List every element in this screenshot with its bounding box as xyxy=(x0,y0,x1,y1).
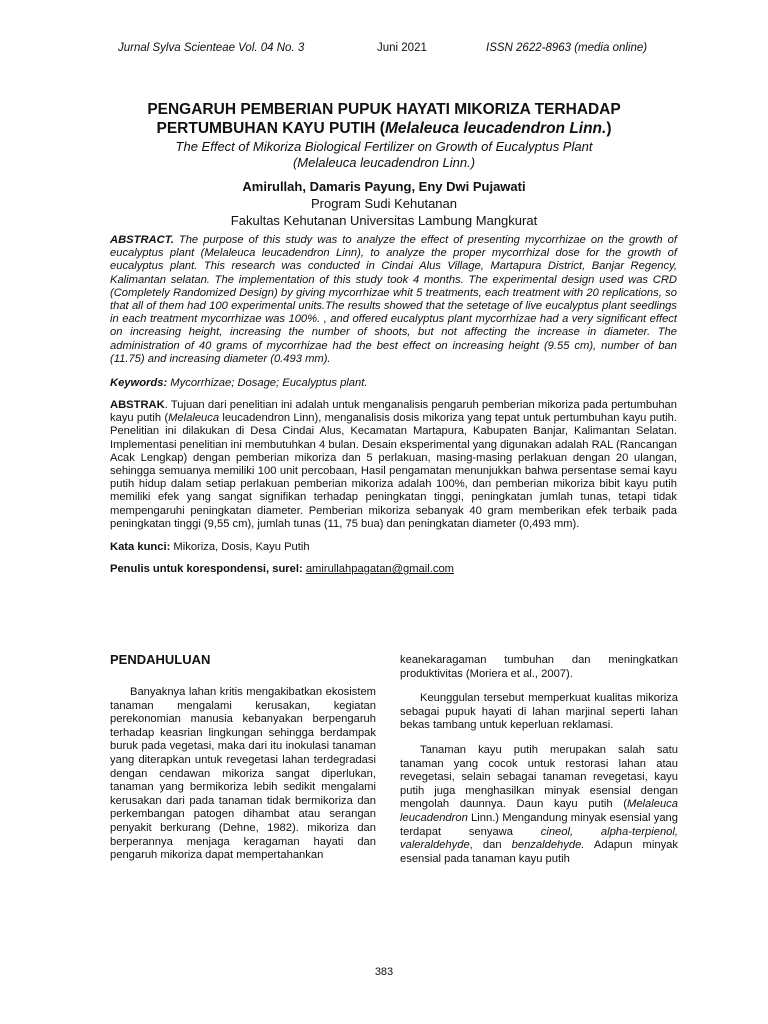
right-p3-species: Melaleuca leucadendron xyxy=(400,798,678,824)
right-p3-text-b: Linn.) Mengandung minyak esensial yang terdapat senyawa xyxy=(400,811,678,838)
right-paragraph-2: Keunggulan tersebut memperkuat kualitas mikoriza sebagai pupuk hayati di lahan marjinal seperti lahan bekas tambang untuk keperluan reklamasi. xyxy=(400,692,678,732)
right-p3-compounds: cineol, alpha-terpienol, valeraldehyde xyxy=(400,825,678,852)
abstract-english-label: ABSTRACT. xyxy=(110,234,174,246)
correspondence-email-link[interactable]: amirullahpagatan@gmail.com xyxy=(305,563,454,576)
abstract-indonesian-italic: Melaleuca xyxy=(168,412,220,425)
abstract-block xyxy=(110,234,677,576)
correspondence xyxy=(110,562,677,576)
keywords-indonesian xyxy=(110,540,677,554)
keywords-english-text: Mycorrhizae; Dosage; Eucalyptus plant. xyxy=(167,377,368,390)
running-header xyxy=(0,42,768,58)
affiliation-program: Program Sudi Kehutanan xyxy=(311,196,457,211)
title-line-2-end: ) xyxy=(606,120,612,137)
issn: ISSN 2622-8963 (media online) xyxy=(486,42,648,54)
right-column xyxy=(400,654,678,877)
keywords-english-label: Keywords: xyxy=(110,377,168,390)
right-p3-text-a: Tanaman kayu putih merupakan salah satu tanaman yang cocok untuk restorasi lahan atau revegetasi, selain sebagai tanaman revegetasi, kayu putih juga menghasilkan minyak esensial dengan mengolah daunnya. Daun kayu putih ( xyxy=(400,743,678,811)
correspondence-label: Penulis untuk korespondensi, surel: xyxy=(110,563,303,576)
abstract-indonesian-text-a: . Tujuan dari penelitian ini adalah untuk menganalisis pengaruh pemberian mikoriza pada pertumbuhan kayu putih ( xyxy=(110,399,677,425)
right-paragraph-continuation: keanekaragaman tumbuhan dan meningkatkan produktivitas (Moriera et al., 2007). xyxy=(400,654,678,680)
authors: Amirullah, Damaris Payung, Eny Dwi Pujawati xyxy=(242,179,526,194)
abstract-english xyxy=(110,234,677,366)
right-p3-text-c: , dan xyxy=(469,839,512,852)
journal-name: Jurnal Sylva Scienteae Vol. 04 No. 3 xyxy=(118,42,305,54)
title-species: Melaleuca leucadendron Linn. xyxy=(384,120,607,137)
page-number: 383 xyxy=(374,966,394,978)
title-english-line-1: The Effect of Mikoriza Biological Fertilizer on Growth of Eucalyptus Plant xyxy=(175,139,593,154)
keywords-english xyxy=(110,376,677,390)
issue-date: Juni 2021 xyxy=(377,42,427,54)
left-column xyxy=(110,652,376,874)
title-line-2 xyxy=(100,119,668,138)
abstract-indonesian-label: ABSTRAK xyxy=(110,399,165,412)
abstract-english-text: The purpose of this study was to analyze the effect of presenting mycorrhizae on the growth of eucalyptus plant (Melaleuca leucadendron Linn), to analyze the proper mycorrhizal dose for the growth of eucalyptus plant. This research was conducted in Cindai Alus Village, Martapura District, Banjar Regency, Kalimantan selatan. The implementation of this study took 4 months. The experimental design used was CRD (Completely Randomized Design) by giving mycorrhizae whit 5 treatments, each treatment with 20 replications, so that all of them had 100 experimental units.The results showed that the setetage of live eucalyptus plant seedlings in each treatment mycorrhizae was 100%. , and offered eucalyptus plant mycorrhizae had a very significant effect on increasing height, increasing the number of shoots, but not affecting the increase in diameter. The administration of 40 grams of mycorrhizae had the best effect on increasing height (9.55 cm), number of ban (11.75) and increasing diameter (0.493 mm). xyxy=(110,234,677,365)
title-line-1: PENGARUH PEMBERIAN PUPUK HAYATI MIKORIZA TERHADAP xyxy=(147,101,621,118)
right-p3-text-d: Adapun minyak esensial pada tanaman kayu putih xyxy=(400,839,678,865)
title-indonesian xyxy=(100,100,668,138)
abstract-indonesian xyxy=(110,399,677,531)
section-heading-pendahuluan: PENDAHULUAN xyxy=(110,652,211,667)
title-block xyxy=(100,100,668,229)
intro-paragraph-1: Banyaknya lahan kritis mengakibatkan ekosistem tanaman mengalami kerusakan, kegiatan perekonomian manusia kebanyakan berpengaruh terhadap keasrian lingkungan sehingga berdampak buruk pada vegetasi, maka dari itu inokulasi tanaman yang diterapkan untuk revegetasi lahan terdegradasi dengan cendawan mikoriza sangat diperlukan, tanaman yang bermikoriza lebih sedikit mengalami kerusakan dari pada tanaman tidak bermikoriza dan perkembangan patogen dihambat atau serangan penyakit berkurang (Dehne, 1982). mikoriza dan berperannya menjaga keragaman hayati dan pengaruh mikoriza dapat mempertahankan xyxy=(110,686,376,862)
affiliation-faculty: Fakultas Kehutanan Universitas Lambung Mangkurat xyxy=(230,213,538,228)
keywords-indonesian-label: Kata kunci: xyxy=(110,541,171,554)
right-p3-benzaldehyde: benzaldehyde. xyxy=(511,839,585,852)
title-english xyxy=(100,139,668,171)
right-paragraph-3 xyxy=(400,744,678,866)
abstract-indonesian-text-b: leucadendron Linn), menganalisis dosis mikoriza yang tepat untuk pertumbuhan kayu putih. Penelitian ini dilakukan di Desa Cindai Alus, Kecamatan Martapura, Kabupaten Banjar, Kalimantan Selatan. Implementasi penelitian ini membutuhkan 4 bulan. Desain eksperimental yang digunakan adalah RAL (Rancangan Acak Lengkap) dengan pemberian mikoriza dan 5 perlakuan, masing-masing perlakuan dengan 20 ulangan, sehingga semuanya memiliki 100 unit percobaan, Hasil pengamatan menunjukkan bahwa persentase semai kayu putih hidup dalam setiap perlakuan pemberian mikoriza adalah 100%, dan pemberian mikoriza bibit kayu putih memiliki efek yang sangat signifikan terhadap peningkatan tinggi, peningkatan jumlah tunas, tetapi tidak mempengaruhi peningkatan diameter. Pemberian mikoriza sebanyak 40 gram memberikan efek terbaik pada peningkatan tinggi (9,55 cm), jumlah tunas (11, 75 bua) dan peningkatan diameter (0,493 mm). xyxy=(110,412,677,530)
keywords-indonesian-text: Mikoriza, Dosis, Kayu Putih xyxy=(170,541,310,554)
title-line-2-start: PERTUMBUHAN KAYU PUTIH ( xyxy=(156,120,385,137)
title-english-line-2: (Melaleuca leucadendron Linn.) xyxy=(292,155,476,170)
